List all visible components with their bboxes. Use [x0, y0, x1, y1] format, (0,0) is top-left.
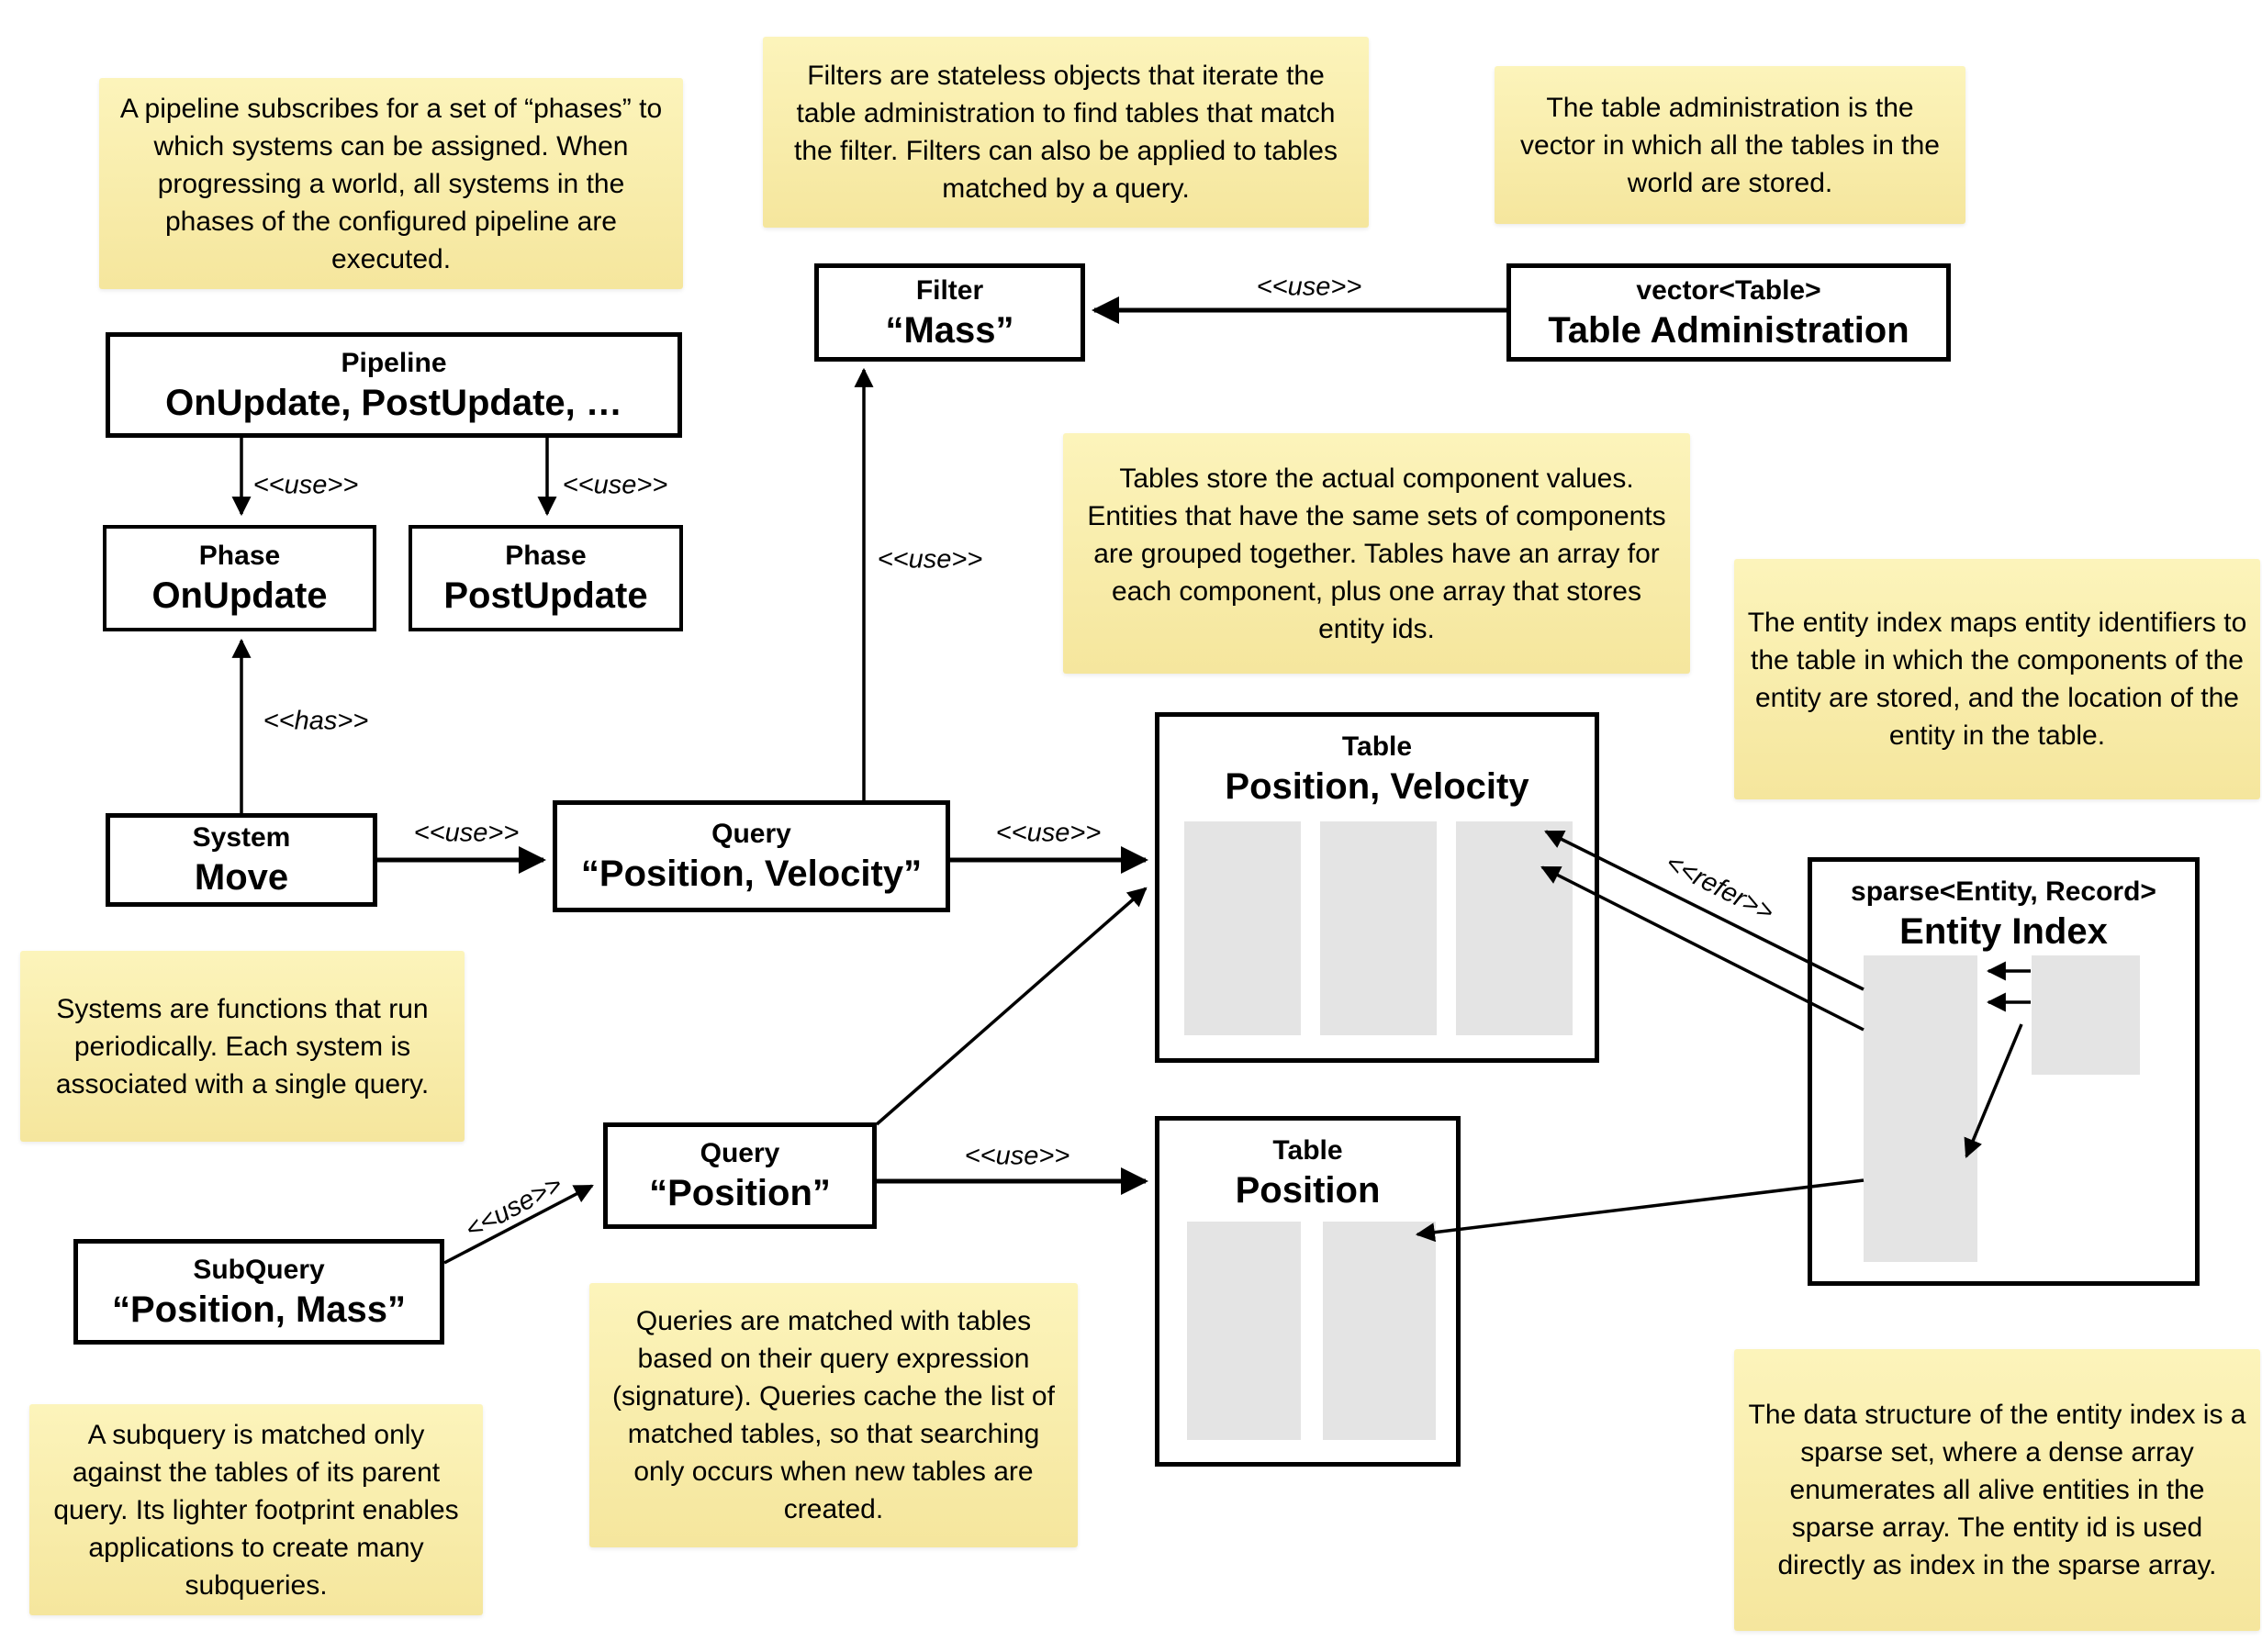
edge-label-admin-use-filter: <<use>>	[1256, 272, 1362, 302]
box-query-position-velocity-stereotype: Query	[711, 819, 791, 849]
edge-label-query-use-filter: <<use>>	[877, 544, 983, 575]
box-table-position-velocity-stereotype: Table	[1341, 731, 1413, 762]
box-system-move	[106, 813, 377, 907]
box-pipeline-stereotype: Pipeline	[341, 347, 447, 378]
component-array-column	[1456, 821, 1573, 1035]
arrow-query-position-to-table-pv	[877, 888, 1146, 1124]
box-table-administration-name: Table Administration	[1548, 309, 1909, 351]
note-filters: Filters are stateless objects that iterate the table administration to find tables that match the filter. Filters can also be applied to tables matched by a query.	[763, 37, 1369, 228]
edge-label-pipeline-postupdate: <<use>>	[562, 470, 668, 500]
box-system-move-stereotype: System	[192, 822, 291, 853]
component-array-column	[1187, 1222, 1301, 1440]
box-entity-index	[1808, 857, 2200, 1286]
note-systems: Systems are functions that run periodically. Each system is associated with a single query.	[20, 951, 465, 1142]
box-system-move-name: Move	[194, 857, 289, 898]
box-filter-mass-name: “Mass”	[885, 309, 1014, 351]
box-phase-onupdate-name: OnUpdate	[151, 575, 328, 616]
box-query-position-velocity	[553, 800, 950, 912]
box-phase-onupdate-stereotype: Phase	[198, 541, 281, 571]
box-phase-onupdate	[103, 525, 376, 631]
edge-label-system-has-phase: <<has>>	[263, 706, 369, 736]
box-table-position-velocity-name: Position, Velocity	[1225, 766, 1529, 807]
component-array-column	[1184, 821, 1301, 1035]
edge-label-system-use-query: <<use>>	[413, 818, 520, 848]
box-pipeline-name: OnUpdate, PostUpdate, …	[165, 382, 622, 423]
note-subquery: A subquery is matched only against the tables of its parent query. Its lighter footprint enables applications to create many subqueries.	[29, 1404, 483, 1615]
component-array-column	[1323, 1222, 1436, 1440]
box-table-administration-stereotype: vector<Table>	[1636, 274, 1821, 306]
box-entity-index-name: Entity Index	[1899, 911, 2108, 952]
note-sparse-set: The data structure of the entity index is a sparse set, where a dense array enumerates all alive entities in the sparse array. The entity id is used directly as index in the sparse array.	[1734, 1349, 2260, 1631]
box-query-position-name: “Position”	[649, 1173, 831, 1213]
box-pipeline	[106, 332, 682, 438]
edge-label-query-use-table-pos: <<use>>	[964, 1141, 1070, 1171]
component-array-column	[1320, 821, 1437, 1035]
box-subquery-position-mass	[73, 1239, 444, 1345]
edge-label-entity-index-refer: <<refer>>	[1661, 848, 1779, 928]
sparse-array	[1864, 955, 1977, 1262]
dense-array	[2032, 955, 2140, 1075]
box-phase-postupdate	[409, 525, 683, 631]
box-table-position-stereotype: Table	[1272, 1135, 1343, 1166]
note-tables: Tables store the actual component values. Entities that have the same sets of components are grouped together. Tables have an array for each component, plus one array that stores entity ids.	[1063, 433, 1690, 674]
box-phase-postupdate-name: PostUpdate	[443, 575, 648, 616]
box-filter-mass-stereotype: Filter	[915, 274, 984, 306]
box-entity-index-stereotype: sparse<Entity, Record>	[1851, 876, 2156, 907]
box-table-position-name: Position	[1235, 1170, 1381, 1211]
box-table-position-velocity	[1155, 712, 1599, 1063]
box-phase-postupdate-stereotype: Phase	[505, 541, 587, 571]
edge-label-subquery-use-query: <<use>>	[460, 1169, 567, 1245]
note-pipeline: A pipeline subscribes for a set of “phases” to which systems can be assigned. When progressing a world, all systems in the phases of the configured pipeline are executed.	[99, 78, 683, 289]
box-filter-mass	[814, 263, 1085, 362]
box-query-position-stereotype: Query	[700, 1138, 780, 1168]
box-table-administration	[1506, 263, 1951, 362]
box-query-position-velocity-name: “Position, Velocity”	[580, 854, 923, 894]
box-table-position	[1155, 1116, 1461, 1467]
note-table-admin: The table administration is the vector in which all the tables in the world are stored.	[1495, 66, 1965, 224]
arrow-entity-index-refer-table-position	[1417, 1180, 1864, 1234]
note-entity-index: The entity index maps entity identifiers to the table in which the components of the entity are stored, and the location of the entity in the table.	[1734, 559, 2260, 799]
edge-label-query-use-table-pv: <<use>>	[995, 818, 1102, 848]
box-subquery-position-mass-name: “Position, Mass”	[111, 1289, 407, 1330]
box-subquery-position-mass-stereotype: SubQuery	[193, 1254, 325, 1285]
edge-label-pipeline-onupdate: <<use>>	[252, 470, 359, 500]
note-queries: Queries are matched with tables based on their query expression (signature). Queries cache the list of matched tables, so that searching only occurs when new tables are created.	[589, 1283, 1078, 1547]
box-query-position	[603, 1122, 877, 1229]
